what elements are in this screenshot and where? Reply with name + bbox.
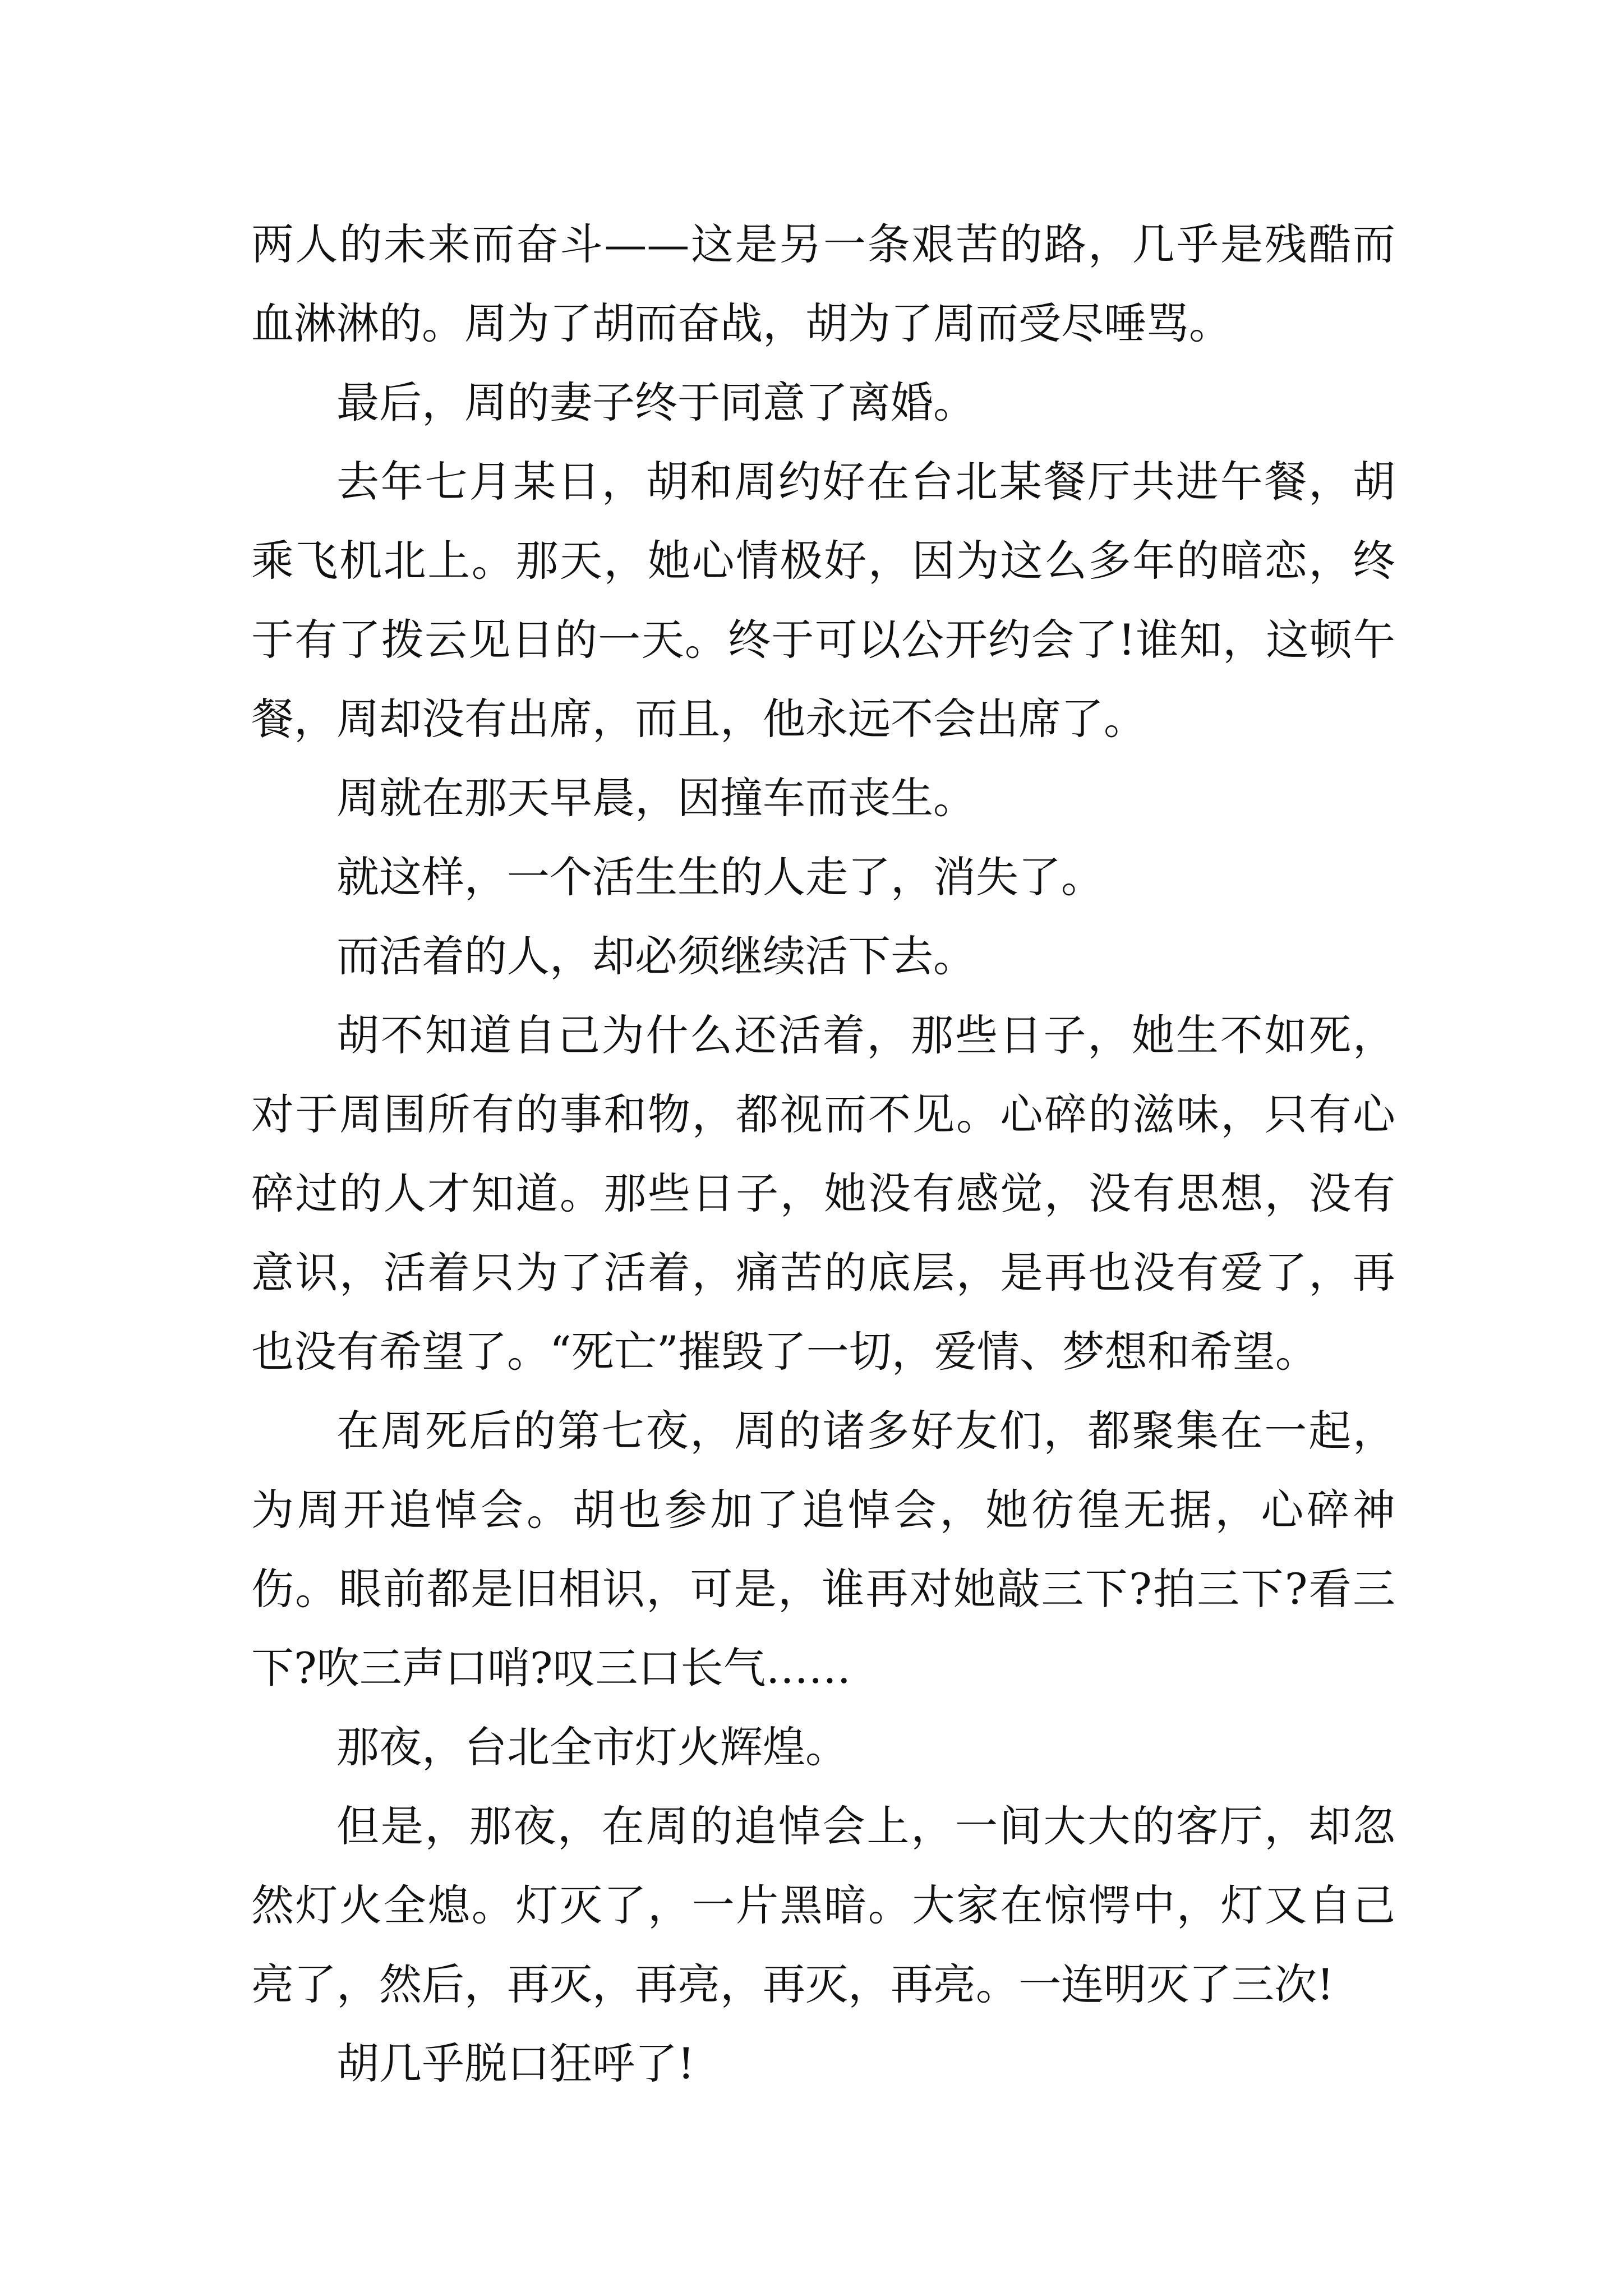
- paragraph-1: 两人的未来而奋斗——这是另一条艰苦的路，几乎是残酷而血淋淋的。周为了胡而奋战，胡为了周而受尽唾骂。: [251, 219, 1395, 348]
- paragraph-6: 而活着的人，却必须继续活下去。: [336, 931, 976, 981]
- paragraph-2: 最后，周的妻子终于同意了离婚。: [336, 378, 976, 427]
- paragraph-3: 去年七月某日，胡和周约好在台北某餐厅共进午餐，胡乘飞机北上。那天，她心情极好，因为这么多年的暗恋，终于有了拨云见日的一天。终于可以公开约会了!谁知，这顿午餐，周却没有出席，而且，他永远不会出席了。: [251, 457, 1395, 744]
- paragraph-7: 胡不知道自己为什么还活着，那些日子，她生不如死，对于周围所有的事和物，都视而不见。心碎的滋味，只有心碎过的人才知道。那些日子，她没有感觉，没有思想，没有意识，活着只为了活着，痛苦的底层，是再也没有爱了，再也没有希望了。“死亡”摧毁了一切，爱情、梦想和希望。: [251, 1010, 1395, 1377]
- paragraph-5: 就这样，一个活生生的人走了，消失了。: [336, 852, 1104, 902]
- paragraph-4: 周就在那天早晨，因撞车而丧生。: [336, 773, 976, 823]
- paragraph-9: 那夜，台北全市灯火辉煌。: [336, 1722, 848, 1772]
- paragraph-8: 在周死后的第七夜，周的诸多好友们，都聚集在一起，为周开追悼会。胡也参加了追悼会，她彷徨无据，心碎神伤。眼前都是旧相识，可是，谁再对她敲三下?拍三下?看三下?吹三声口哨?叹三口长气……: [251, 1406, 1395, 1693]
- paragraph-11: 胡几乎脱口狂呼了!: [336, 2039, 695, 2088]
- body-text: [251, 205, 1395, 2103]
- paragraph-10: 但是，那夜，在周的追悼会上，一间大大的客厅，却忽然灯火全熄。灯灭了，一片黑暗。大家在惊愕中，灯又自己亮了，然后，再灭，再亮，再灭，再亮。一连明灭了三次!: [251, 1801, 1395, 2009]
